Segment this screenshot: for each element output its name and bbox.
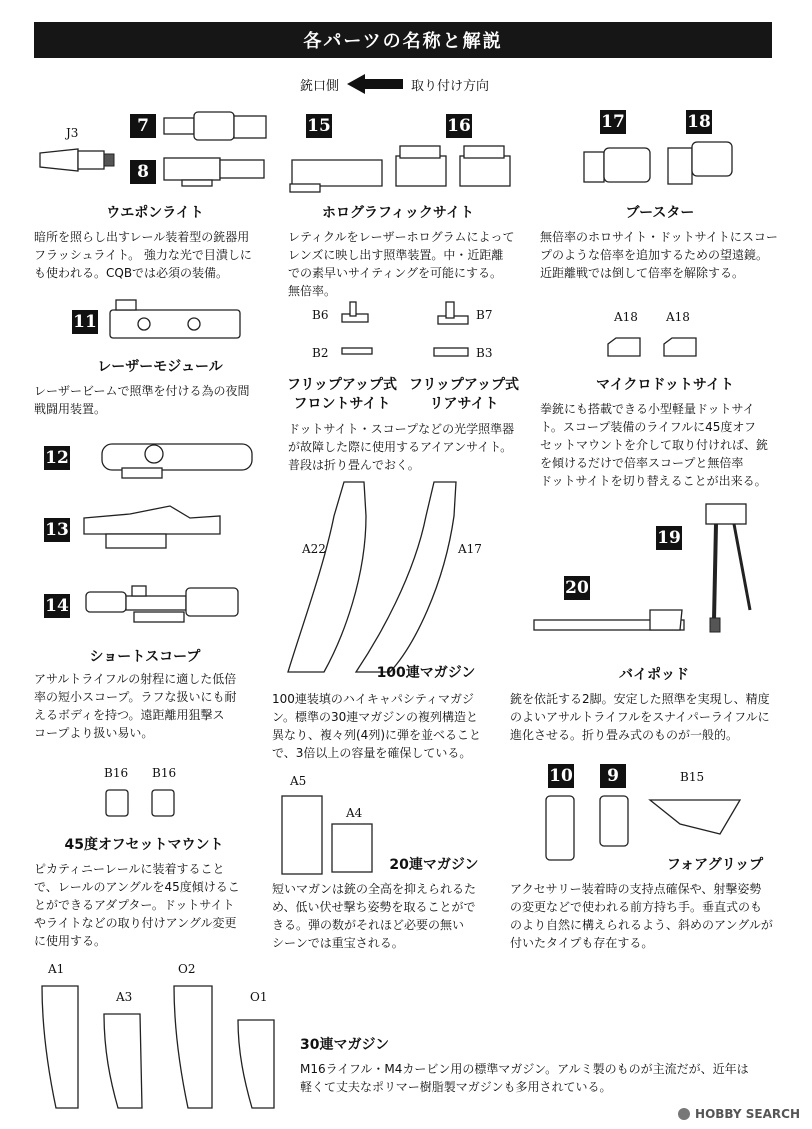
page-banner: 各パーツの名称と解説 xyxy=(34,22,772,58)
scope-desc xyxy=(34,670,274,742)
logo-text: HOBBY SEARCH xyxy=(695,1107,800,1121)
flip-up-sight-icon xyxy=(340,300,480,360)
part-label-j3: J3 xyxy=(66,126,79,140)
booster-desc xyxy=(540,228,780,282)
desc-line: 100連装填のハイキャパシティマガジ xyxy=(272,692,474,706)
part-label-o1: O1 xyxy=(250,990,268,1004)
part-label-b15: B15 xyxy=(680,770,705,784)
direction-indicator xyxy=(300,70,530,98)
desc-line: レンズに映し出す照準装置。中・近距離 xyxy=(288,248,504,262)
weapon-light-title: ウエポンライト xyxy=(106,205,204,221)
part-label-a1: A1 xyxy=(48,962,65,976)
desc-line: で、レールのアングルを45度傾けるこ xyxy=(34,880,240,894)
title-line: フリップアップ式 xyxy=(287,377,397,393)
part-label-a22: A22 xyxy=(302,542,326,556)
desc-line: 無倍率。 xyxy=(288,284,337,298)
desc-line: ト。スコープ装備のライフルに45度オフ xyxy=(540,420,757,434)
logo-mark-icon xyxy=(677,1107,691,1121)
part-number-10: 10 xyxy=(549,766,573,786)
offset-title: 45度オフセットマウント xyxy=(64,837,224,853)
desc-line: を傾けるだけで倍率スコープと無倍率 xyxy=(540,456,744,470)
offset-mount-icon xyxy=(104,788,184,818)
part-label-a4: A4 xyxy=(346,806,363,820)
bipod-desc xyxy=(510,690,790,744)
desc-line: が故障した際に使用するアイアンサイト。 xyxy=(288,440,513,454)
desc-line: 普段は折り畳んでおく。 xyxy=(288,458,420,472)
desc-line: での素早いサイティングを可能にする。 xyxy=(288,266,502,280)
flip-desc xyxy=(288,420,538,474)
part-label-a5: A5 xyxy=(290,774,307,788)
desc-line: セットマウントを介して取り付ければ、銃 xyxy=(540,438,769,452)
flip-rear-title xyxy=(404,376,524,414)
desc-line: ドットサイト・スコープなどの光学照準器 xyxy=(288,422,515,436)
desc-line: のよいアサルトライフルをスナイパーライフルに xyxy=(510,710,770,724)
desc-line: やライトなどの取り付けアングル変更 xyxy=(34,916,237,930)
desc-line: 近距離戦では倒して倍率を解除する。 xyxy=(540,266,745,280)
part-number-20: 20 xyxy=(565,578,589,598)
part-number-17: 17 xyxy=(601,112,625,132)
part-number-15: 15 xyxy=(307,116,331,136)
part-number-7: 7 xyxy=(130,114,156,138)
part-label-b16-a: B16 xyxy=(104,766,129,780)
part-label-b7: B7 xyxy=(476,308,493,322)
mag20-desc xyxy=(272,880,522,952)
part-number-13: 13 xyxy=(45,520,69,540)
mag100-title: 100連マガジン xyxy=(376,665,476,681)
drum-magazine-100-icon xyxy=(284,476,484,686)
desc-line: 戦闘用装置。 xyxy=(34,402,107,416)
holo-desc xyxy=(288,228,538,300)
desc-line: 異なり、複々列(4列)に弾を並べること xyxy=(272,728,481,742)
mag30-desc xyxy=(300,1060,780,1096)
part-number-19: 19 xyxy=(657,528,681,548)
desc-line: シーンでは重宝される。 xyxy=(272,936,404,950)
title-line: フリップアップ式 xyxy=(409,377,519,393)
part-label-b6: B6 xyxy=(312,308,329,322)
mag30-title: 30連マガジン xyxy=(300,1037,390,1053)
desc-line: 短いマガンは銃の全高を抑えられるた xyxy=(272,882,477,896)
desc-line: M16ライフル・M4カービン用の標準マガジン。アルミ製のものが主流だが、近年は xyxy=(300,1062,749,1076)
bipod-icon xyxy=(530,500,770,650)
desc-line: 進化させる。折り畳み式のものが一般的。 xyxy=(510,728,739,742)
part-number-14: 14 xyxy=(45,596,69,616)
desc-line: 無倍率のホロサイト・ドットサイトにスコー xyxy=(540,230,778,244)
desc-line: に使用する。 xyxy=(34,934,107,948)
part-number-11: 11 xyxy=(73,312,97,332)
weapon-light-8-icon xyxy=(162,154,272,190)
desc-line: アサルトライフルの射程に適した低倍 xyxy=(34,672,237,686)
mag100-desc xyxy=(272,690,522,762)
mag20-title: 20連マガジン xyxy=(389,857,479,873)
part-number-12: 12 xyxy=(45,448,69,468)
desc-line: きる。弾の数がそれほど必要の無い xyxy=(272,918,465,932)
direction-left-label: 銃口側 xyxy=(300,78,340,94)
desc-line: ン。標準の30連マガジンの複列構造と xyxy=(272,710,479,724)
desc-line: コープより扱い易い。 xyxy=(34,726,154,740)
desc-line: フラッシュライト。 強力な光で目潰しに xyxy=(34,248,252,262)
grip-desc xyxy=(510,880,790,952)
hobby-search-logo xyxy=(677,1107,800,1121)
desc-line: で、3倍以上の容量を確保している。 xyxy=(272,746,472,760)
grip-title: フォアグリップ xyxy=(666,857,764,873)
micro-dot-sight-icon xyxy=(606,336,706,360)
desc-line: 率の短小スコープ。ラフな扱いにも耐 xyxy=(34,690,237,704)
part-label-b16-b: B16 xyxy=(152,766,177,780)
part-label-o2: O2 xyxy=(178,962,196,976)
part-number-18: 18 xyxy=(687,112,711,132)
bipod-title: バイポッド xyxy=(619,667,689,683)
desc-line: も使われる。CQBでは必須の装備。 xyxy=(34,266,229,280)
part-number-9: 9 xyxy=(600,764,626,788)
desc-line: レーザービームで照準を付ける為の夜間 xyxy=(34,384,250,398)
part-label-b3: B3 xyxy=(476,346,493,360)
title-line: フロントサイト xyxy=(293,396,391,412)
part-number-8: 8 xyxy=(130,160,156,184)
desc-line: プのような倍率を追加するための望遠鏡。 xyxy=(540,248,769,262)
desc-line: の変更などで使われる前方持ち手。垂直式のも xyxy=(510,900,763,914)
title-line: リアサイト xyxy=(429,396,499,412)
magazine-30-icon xyxy=(34,980,284,1112)
desc-line: とができるアダプター。ドットサイト xyxy=(34,898,235,912)
desc-line: えるボディを持つ。遠距離用狙撃ス xyxy=(34,708,225,722)
microdot-title: マイクロドットサイト xyxy=(596,377,734,393)
holo-title: ホログラフィックサイト xyxy=(322,205,474,221)
scope-13-icon xyxy=(80,500,230,560)
part-label-a18-a: A18 xyxy=(614,310,638,324)
offset-desc xyxy=(34,860,274,950)
desc-line: ピカティニーレールに装着すること xyxy=(34,862,225,876)
scope-14-icon xyxy=(84,580,244,630)
laser-module-icon xyxy=(104,296,254,346)
magazine-20-icon xyxy=(280,794,380,878)
part-number-16: 16 xyxy=(447,116,471,136)
weapon-light-7-icon xyxy=(162,108,272,144)
holographic-sight-icon xyxy=(288,150,528,192)
desc-line: レティクルをレーザーホログラムによって xyxy=(288,230,515,244)
part-label-a3: A3 xyxy=(116,990,133,1004)
scope-12-icon xyxy=(92,432,262,482)
flashlight-cap-icon xyxy=(38,145,118,175)
microdot-desc xyxy=(540,400,780,490)
flip-front-title xyxy=(282,376,402,414)
booster-title: ブースター xyxy=(625,205,695,221)
part-label-a17: A17 xyxy=(458,542,482,556)
part-label-b2: B2 xyxy=(312,346,329,360)
desc-line: のより自然に構えられるよう、斜めのアングルが xyxy=(510,918,773,932)
arrow-left-icon xyxy=(347,74,403,94)
desc-line: アクセサリー装着時の支持点確保や、射撃姿勢 xyxy=(510,882,762,896)
desc-line: 銃を依託する2脚。安定した照準を実現し、精度 xyxy=(510,692,770,706)
laser-title: レーザーモジュール xyxy=(97,359,223,375)
desc-line: 軽くて丈夫なポリマー樹脂製マガジンも多用されている。 xyxy=(300,1080,612,1094)
laser-desc xyxy=(34,382,274,418)
part-label-a18-b: A18 xyxy=(666,310,690,324)
desc-line: 拳銃にも搭載できる小型軽量ドットサイ xyxy=(540,402,755,416)
desc-line: め、低い伏せ撃ち姿勢を取ることがで xyxy=(272,900,476,914)
desc-line: ドットサイトを切り替えることが出来る。 xyxy=(540,474,767,488)
desc-line: 暗所を照らし出すレール装着型の銃器用 xyxy=(34,230,250,244)
desc-line: 付いたタイプも存在する。 xyxy=(510,936,654,950)
weapon-light-desc xyxy=(34,228,274,282)
scope-title: ショートスコープ xyxy=(89,649,201,665)
booster-icon xyxy=(582,138,762,194)
direction-right-label: 取り付け方向 xyxy=(411,78,490,94)
